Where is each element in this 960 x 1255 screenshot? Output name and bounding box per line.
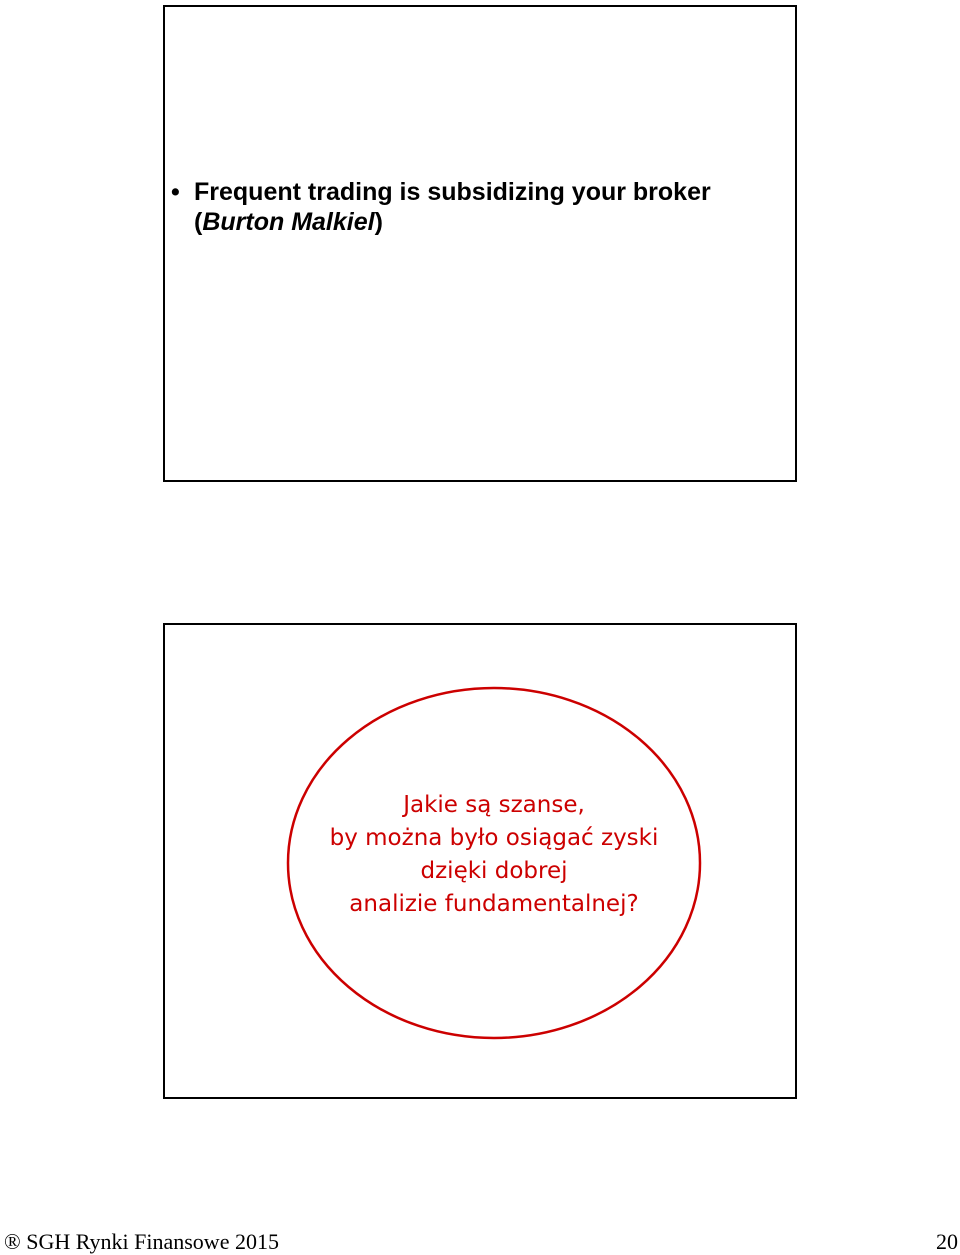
paren-close: )	[374, 208, 383, 236]
bullet-icon: •	[171, 178, 180, 206]
bullet-line-2	[194, 207, 794, 237]
author-name: Burton Malkiel	[202, 208, 375, 236]
page-number: 20	[936, 1229, 958, 1254]
slide-fundamental-analysis-question	[163, 623, 797, 1099]
question-line-2: by można było osiągać zyski	[329, 825, 659, 851]
question-line-4: analizie fundamentalnej?	[349, 891, 639, 917]
bullet-text	[194, 177, 794, 237]
question-line-1: Jakie są szanse,	[403, 792, 585, 818]
footer-copyright: ® SGH Rynki Finansowe 2015	[4, 1229, 279, 1254]
slide-frequent-trading	[163, 5, 797, 482]
question-text	[285, 789, 703, 921]
paren-open: (	[194, 208, 203, 236]
question-line-3: dzięki dobrej	[420, 858, 568, 884]
bullet-line-1: Frequent trading is subsidizing your broker	[194, 178, 711, 206]
